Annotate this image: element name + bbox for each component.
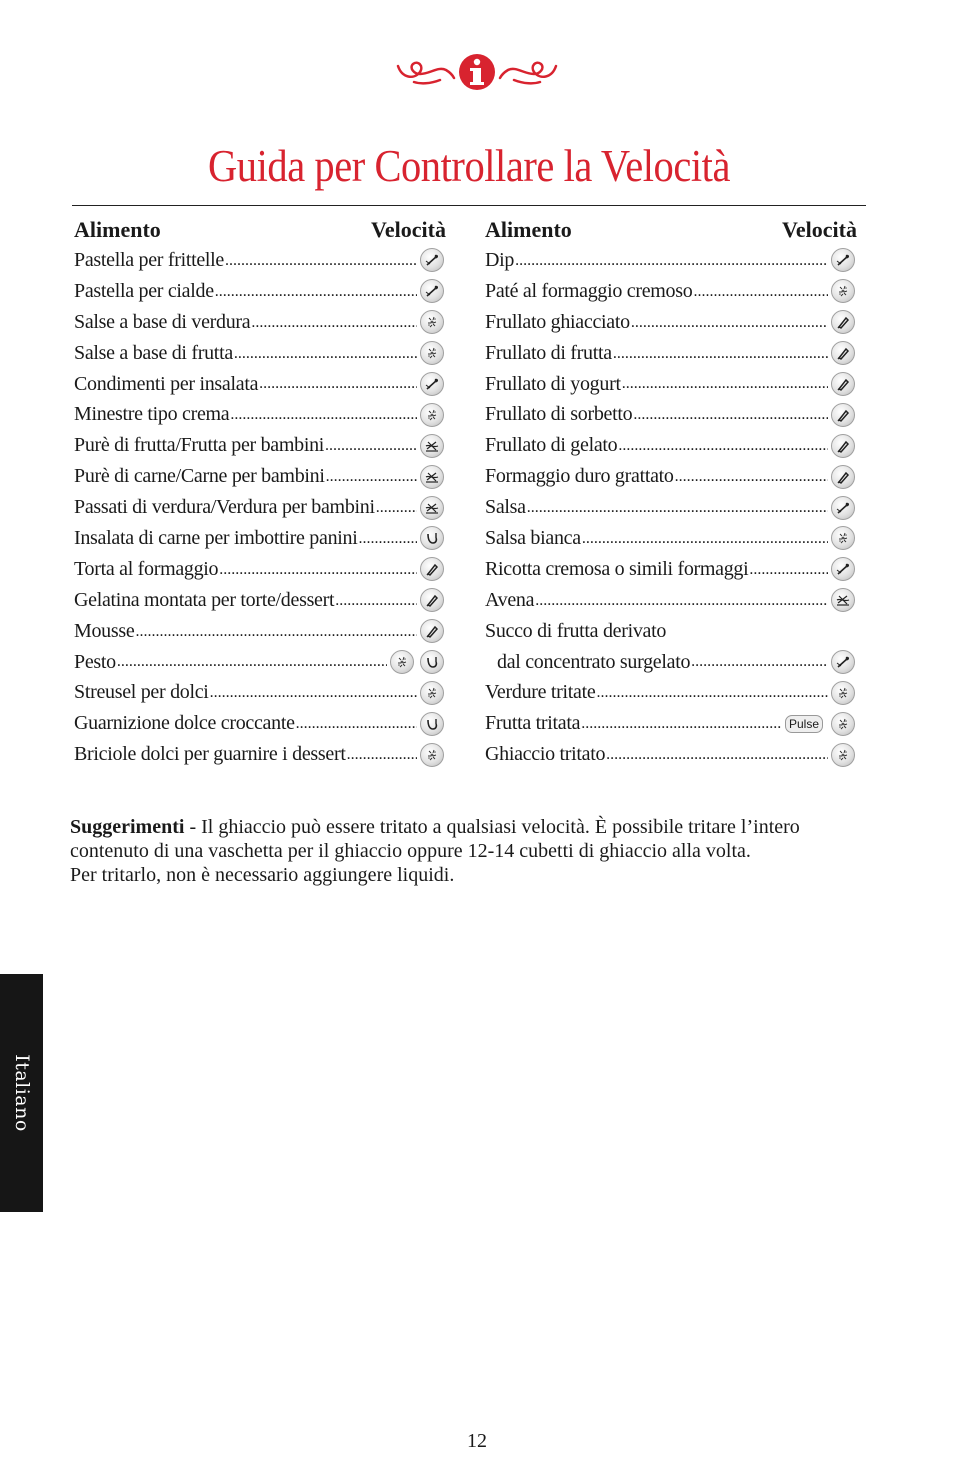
dot-leader [581, 715, 782, 739]
dot-leader [618, 437, 828, 461]
speed-icons [831, 372, 855, 396]
table-header [74, 214, 446, 245]
food-row [74, 708, 446, 739]
dot-leader [117, 653, 387, 677]
food-label: Guarnizione dolce croccante [74, 712, 295, 735]
mix-icon [831, 650, 855, 674]
dot-leader [225, 252, 417, 276]
food-label: Salse a base di verdura [74, 310, 251, 333]
food-label: Paté al formaggio cremoso [485, 279, 693, 302]
food-label: Passati di verdura/Verdura per bambini [74, 496, 375, 519]
mix-icon [420, 248, 444, 272]
speed-icons [420, 619, 444, 643]
tips-label: Suggerimenti [70, 816, 185, 838]
speed-icons [420, 341, 444, 365]
stir-icon [420, 526, 444, 550]
page-title: Guida per Controllare la Velocità [208, 141, 730, 191]
food-row [485, 461, 857, 492]
food-row [485, 369, 857, 400]
header-speed: Velocità [371, 216, 446, 242]
food-row [74, 554, 446, 585]
speed-table-left [74, 214, 446, 770]
tips-line-3: Per tritarlo, non è necessario aggiungere liquidi. [70, 864, 455, 886]
dot-leader [219, 561, 417, 585]
food-label: Salsa bianca [485, 526, 581, 549]
food-label: Pesto [74, 650, 116, 673]
dot-leader [596, 684, 828, 708]
liquefy-icon [831, 403, 855, 427]
food-row [74, 585, 446, 616]
speed-icons [831, 588, 855, 612]
header-speed: Velocità [782, 216, 857, 242]
speed-icons [420, 712, 444, 736]
food-label: Purè di carne/Carne per bambini [74, 465, 325, 488]
food-label: Salse a base di frutta [74, 341, 233, 364]
food-row [74, 739, 446, 770]
speed-icons [831, 279, 855, 303]
crush-icon [831, 279, 855, 303]
food-label: Verdure tritate [485, 681, 596, 704]
dot-leader [693, 283, 828, 307]
food-row [74, 523, 446, 554]
food-row [74, 616, 446, 647]
food-label: Ricotta cremosa o simili formaggi [485, 557, 749, 580]
crush-icon [420, 743, 444, 767]
speed-icons [831, 465, 855, 489]
crush-icon [420, 341, 444, 365]
liquefy-icon [831, 310, 855, 334]
food-row [485, 338, 857, 369]
dot-leader [691, 653, 828, 677]
dot-leader [347, 746, 417, 770]
food-row [74, 492, 446, 523]
stir-icon [420, 712, 444, 736]
mix-icon [831, 248, 855, 272]
speed-icons [831, 681, 855, 705]
food-label: Frutta tritata [485, 712, 581, 735]
food-label: Purè di frutta/Frutta per bambini [74, 434, 325, 457]
food-row [485, 647, 857, 678]
crush-icon [420, 681, 444, 705]
food-label: Pastella per cialde [74, 279, 214, 302]
dot-leader [675, 468, 828, 492]
food-label: Condimenti per insalata [74, 372, 259, 395]
food-row [485, 276, 857, 307]
food-label: Frullato ghiacciato [485, 310, 630, 333]
food-row [74, 461, 446, 492]
speed-icons [420, 743, 444, 767]
food-row [485, 307, 857, 338]
food-row [485, 523, 857, 554]
title-rule [72, 205, 866, 206]
food-label: Mousse [74, 619, 135, 642]
food-row [485, 430, 857, 461]
dot-leader [259, 375, 417, 399]
food-row [74, 245, 446, 276]
food-row [74, 276, 446, 307]
language-tab [0, 974, 43, 1212]
tips-paragraph [70, 815, 870, 887]
tips-line-1: - Il ghiaccio può essere tritato a qualsiasi velocità. È possibile tritare l’intero [184, 816, 800, 838]
crush-icon [831, 526, 855, 550]
food-label: Briciole dolci per guarnire i dessert [74, 743, 346, 766]
speed-icons [420, 372, 444, 396]
stir-icon [420, 650, 444, 674]
food-row [74, 307, 446, 338]
speed-icons [390, 650, 444, 674]
pulse-badge: Pulse [785, 715, 823, 733]
dot-leader [749, 561, 828, 585]
mix-icon [420, 279, 444, 303]
mix-icon [831, 496, 855, 520]
liquefy-icon [831, 434, 855, 458]
dot-leader [326, 468, 417, 492]
dot-leader [325, 437, 417, 461]
food-row [485, 616, 857, 647]
puree-icon [420, 496, 444, 520]
info-ornament [0, 52, 954, 92]
speed-icons [785, 712, 855, 736]
dot-leader [296, 715, 417, 739]
dot-leader [582, 530, 828, 554]
food-row [74, 647, 446, 678]
puree-icon [831, 588, 855, 612]
liquefy-icon [831, 341, 855, 365]
food-label: Streusel per dolci [74, 681, 209, 704]
speed-icons [831, 341, 855, 365]
food-row [485, 677, 857, 708]
speed-icons [420, 434, 444, 458]
speed-icons [831, 526, 855, 550]
speed-icons [420, 248, 444, 272]
dot-leader [631, 314, 828, 338]
dot-leader [335, 592, 417, 616]
dot-leader [215, 283, 417, 307]
food-row [74, 677, 446, 708]
liquefy-icon [831, 372, 855, 396]
header-food: Alimento [485, 216, 572, 242]
speed-icons [420, 465, 444, 489]
food-label: Pastella per frittelle [74, 248, 225, 271]
dot-leader [515, 252, 828, 276]
speed-icons [420, 588, 444, 612]
food-row [74, 369, 446, 400]
mix-icon [420, 372, 444, 396]
food-label: Frullato di frutta [485, 341, 612, 364]
food-label: Dip [485, 248, 515, 271]
food-row [74, 399, 446, 430]
crush-icon [390, 650, 414, 674]
food-label: Succo di frutta derivato [485, 619, 667, 642]
food-row [485, 739, 857, 770]
food-label: Ghiaccio tritato [485, 743, 606, 766]
speed-icons [831, 403, 855, 427]
speed-icons [420, 310, 444, 334]
dot-leader [633, 406, 828, 430]
food-label: Formaggio duro grattato [485, 465, 674, 488]
liquefy-icon [420, 557, 444, 581]
speed-icons [420, 526, 444, 550]
crush-icon [420, 310, 444, 334]
food-row [485, 399, 857, 430]
crush-icon [831, 743, 855, 767]
food-label: Avena [485, 588, 535, 611]
food-row [485, 245, 857, 276]
liquefy-icon [420, 588, 444, 612]
speed-icons [831, 310, 855, 334]
dot-leader [527, 499, 828, 523]
food-label: Torta al formaggio [74, 557, 219, 580]
speed-icons [420, 557, 444, 581]
mix-icon [831, 557, 855, 581]
dot-leader [135, 623, 417, 647]
puree-icon [420, 434, 444, 458]
dot-leader [234, 345, 417, 369]
dot-leader [613, 345, 828, 369]
dot-leader [622, 375, 828, 399]
puree-icon [420, 465, 444, 489]
crush-icon [420, 403, 444, 427]
dot-leader [210, 684, 417, 708]
food-label: dal concentrato surgelato [497, 650, 691, 673]
food-row [485, 708, 857, 739]
dot-leader [251, 314, 417, 338]
speed-table-right [485, 214, 857, 770]
speed-icons [420, 403, 444, 427]
food-label: Frullato di gelato [485, 434, 618, 457]
dot-leader [230, 406, 417, 430]
food-row [485, 492, 857, 523]
food-row [74, 338, 446, 369]
header-food: Alimento [74, 216, 161, 242]
food-label: Gelatina montata per torte/dessert [74, 588, 335, 611]
speed-icons [831, 434, 855, 458]
language-tab-label: Italiano [10, 1054, 33, 1132]
speed-icons [831, 743, 855, 767]
liquefy-icon [420, 619, 444, 643]
speed-icons [831, 248, 855, 272]
dot-leader [358, 530, 417, 554]
dot-leader [376, 499, 417, 523]
crush-icon [831, 712, 855, 736]
speed-icons [420, 681, 444, 705]
food-row [485, 585, 857, 616]
food-label: Insalata di carne per imbottire panini [74, 526, 358, 549]
food-label: Salsa [485, 496, 526, 519]
liquefy-icon [831, 465, 855, 489]
speed-icons [420, 496, 444, 520]
page-number: 12 [467, 1430, 487, 1452]
dot-leader [535, 592, 828, 616]
food-label: Minestre tipo crema [74, 403, 230, 426]
tips-line-2: contenuto di una vaschetta per il ghiaccio oppure 12-14 cubetti di ghiaccio alla volta. [70, 840, 751, 862]
speed-icons [420, 279, 444, 303]
crush-icon [831, 681, 855, 705]
food-label: Frullato di sorbetto [485, 403, 633, 426]
speed-icons [831, 557, 855, 581]
speed-icons [831, 496, 855, 520]
table-header [485, 214, 857, 245]
dot-leader [606, 746, 828, 770]
speed-icons [831, 650, 855, 674]
food-row [74, 430, 446, 461]
food-label: Frullato di yogurt [485, 372, 621, 395]
food-row [485, 554, 857, 585]
